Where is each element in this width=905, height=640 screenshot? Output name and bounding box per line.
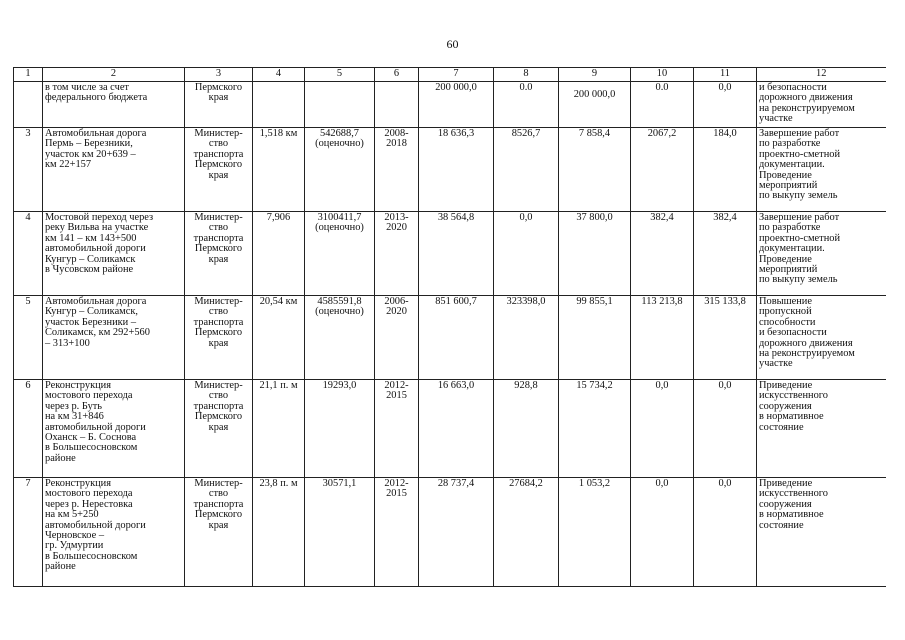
years: 2012- 2015 <box>375 478 419 587</box>
estimated-cost: 4585591,8 (оценочно) <box>305 296 375 380</box>
value-col7: 200 000,0 <box>419 82 494 128</box>
length: 7,906 <box>253 212 305 296</box>
value-col9: 200 000,0 <box>559 82 631 128</box>
value-col11: 315 133,8 <box>694 296 757 380</box>
value-col11: 0,0 <box>694 380 757 478</box>
projects-table <box>13 67 886 587</box>
expected-result: Приведение искусственного сооружения в нормативное состояние <box>757 478 886 587</box>
row-number <box>14 82 43 128</box>
object-name: Реконструкция мостового перехода через р. Нерестовка на км 5+250 автомобильной дороги Черновское – гр. Удмуртии в Большесосновском районе <box>43 478 185 587</box>
header-cell: 9 <box>559 68 631 82</box>
expected-result: Завершение работ по разработке проектно-сметной документации. Проведение мероприятий по выкупу земель <box>757 212 886 296</box>
length: 23,8 п. м <box>253 478 305 587</box>
table-row <box>14 212 886 296</box>
table-row <box>14 82 886 128</box>
years: 2008- 2018 <box>375 128 419 212</box>
row-number: 7 <box>14 478 43 587</box>
header-cell: 10 <box>631 68 694 82</box>
row-number: 6 <box>14 380 43 478</box>
years: 2006- 2020 <box>375 296 419 380</box>
value-col7: 38 564,8 <box>419 212 494 296</box>
row-number: 4 <box>14 212 43 296</box>
years: 2012- 2015 <box>375 380 419 478</box>
estimated-cost: 30571,1 <box>305 478 375 587</box>
value-col11: 184,0 <box>694 128 757 212</box>
value-col10: 382,4 <box>631 212 694 296</box>
organization: Министер- ство транспорта Пермского края <box>185 296 253 380</box>
length: 20,54 км <box>253 296 305 380</box>
value-col10: 0.0 <box>631 82 694 128</box>
header-cell: 12 <box>757 68 886 82</box>
header-cell: 6 <box>375 68 419 82</box>
header-cell: 3 <box>185 68 253 82</box>
table-row <box>14 380 886 478</box>
value-col11: 0,0 <box>694 478 757 587</box>
expected-result: Приведение искусственного сооружения в нормативное состояние <box>757 380 886 478</box>
header-cell: 5 <box>305 68 375 82</box>
value-col11: 0,0 <box>694 82 757 128</box>
header-cell: 8 <box>494 68 559 82</box>
value-col10: 0,0 <box>631 478 694 587</box>
value-col7: 851 600,7 <box>419 296 494 380</box>
header-row <box>14 68 886 82</box>
length: 21,1 п. м <box>253 380 305 478</box>
value-col8: 323398,0 <box>494 296 559 380</box>
table-row <box>14 478 886 587</box>
organization: Министер- ство транспорта Пермского края <box>185 478 253 587</box>
value-col8: 27684,2 <box>494 478 559 587</box>
object-name: Автомобильная дорога Кунгур – Соликамск, участок Березники – Соликамск, км 292+560 – 313+100 <box>43 296 185 380</box>
header-cell: 1 <box>14 68 43 82</box>
value-col10: 113 213,8 <box>631 296 694 380</box>
row-number: 3 <box>14 128 43 212</box>
value-col8: 0.0 <box>494 82 559 128</box>
object-name: в том числе за счет федерального бюджета <box>43 82 185 128</box>
organization: Министер- ство транспорта Пермского края <box>185 380 253 478</box>
object-name: Автомобильная дорога Пермь – Березники, участок км 20+639 – км 22+157 <box>43 128 185 212</box>
value-col9: 1 053,2 <box>559 478 631 587</box>
value-col8: 8526,7 <box>494 128 559 212</box>
organization: Пермского края <box>185 82 253 128</box>
page-number: 60 <box>446 37 459 51</box>
value-col10: 2067,2 <box>631 128 694 212</box>
value-col9: 15 734,2 <box>559 380 631 478</box>
expected-result: и безопасности дорожного движения на реконструируемом участке <box>757 82 886 128</box>
value-col7: 18 636,3 <box>419 128 494 212</box>
estimated-cost <box>305 82 375 128</box>
estimated-cost: 542688,7 (оценочно) <box>305 128 375 212</box>
table-row <box>14 128 886 212</box>
header-cell: 11 <box>694 68 757 82</box>
estimated-cost: 19293,0 <box>305 380 375 478</box>
row-number: 5 <box>14 296 43 380</box>
value-col7: 28 737,4 <box>419 478 494 587</box>
value-col9: 37 800,0 <box>559 212 631 296</box>
header-cell: 4 <box>253 68 305 82</box>
value-col10: 0,0 <box>631 380 694 478</box>
organization: Министер- ство транспорта Пермского края <box>185 212 253 296</box>
length: 1,518 км <box>253 128 305 212</box>
object-name: Мостовой переход через реку Вильва на участке км 141 – км 143+500 автомобильной дороги Кунгур – Соликамск в Чусовском районе <box>43 212 185 296</box>
header-cell: 2 <box>43 68 185 82</box>
years <box>375 82 419 128</box>
value-col8: 0,0 <box>494 212 559 296</box>
estimated-cost: 3100411,7 (оценочно) <box>305 212 375 296</box>
object-name: Реконструкция мостового перехода через р. Буть на км 31+846 автомобильной дороги Оханск – Б. Соснова в Большесосновском районе <box>43 380 185 478</box>
header-cell: 7 <box>419 68 494 82</box>
value-col9: 99 855,1 <box>559 296 631 380</box>
value-col8: 928,8 <box>494 380 559 478</box>
value-col11: 382,4 <box>694 212 757 296</box>
organization: Министер- ство транспорта Пермского края <box>185 128 253 212</box>
expected-result: Повышение пропускной способности и безопасности дорожного движения на реконструируемом участке <box>757 296 886 380</box>
years: 2013- 2020 <box>375 212 419 296</box>
expected-result: Завершение работ по разработке проектно-сметной документации. Проведение мероприятий по выкупу земель <box>757 128 886 212</box>
value-col7: 16 663,0 <box>419 380 494 478</box>
length <box>253 82 305 128</box>
value-col9: 7 858,4 <box>559 128 631 212</box>
table-row <box>14 296 886 380</box>
